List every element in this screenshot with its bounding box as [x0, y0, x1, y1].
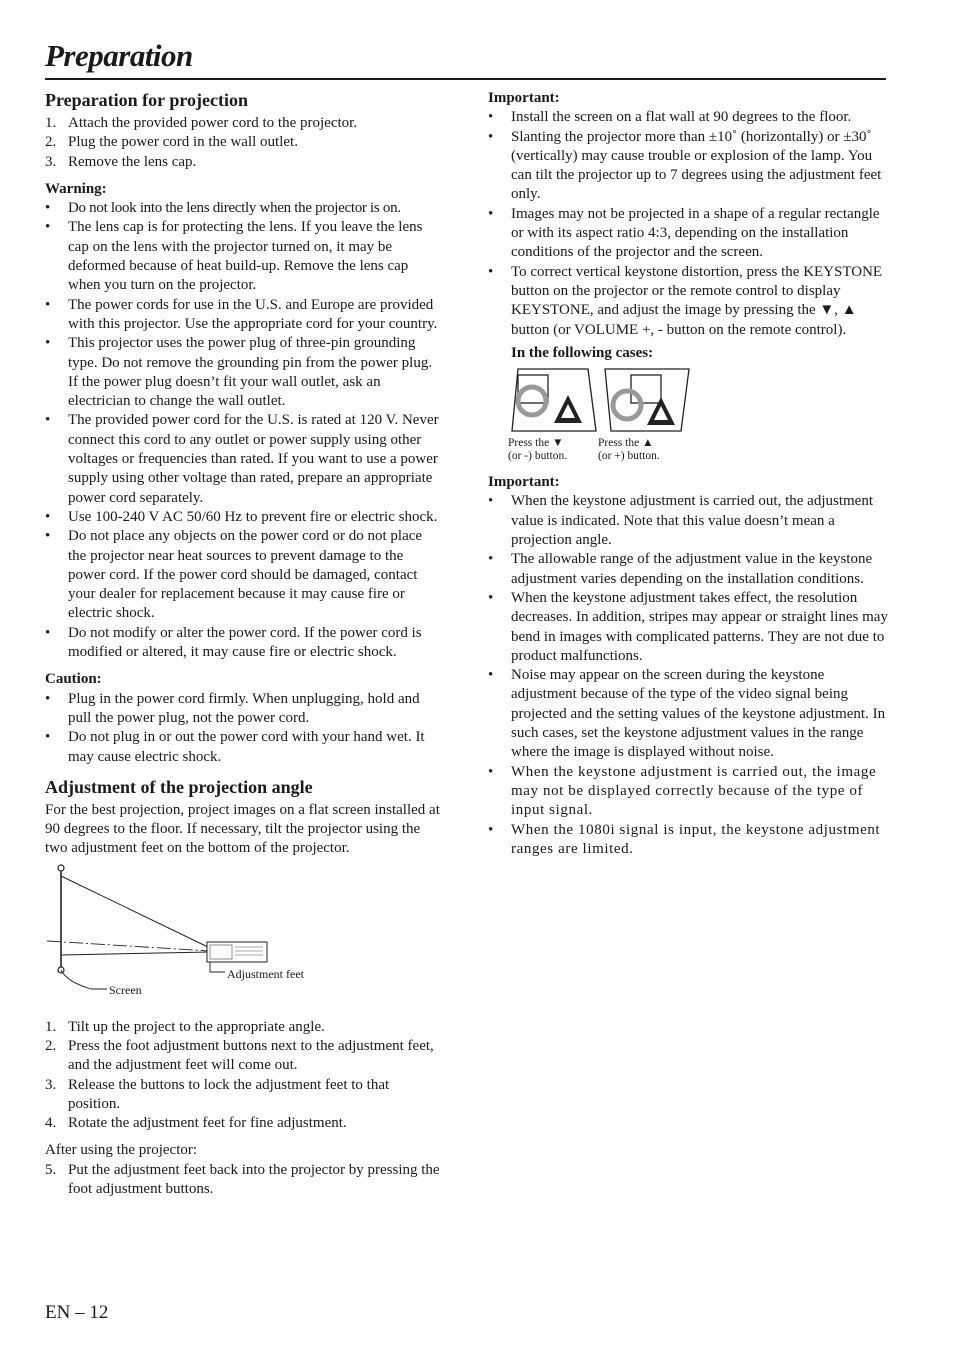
- important-label-2: Important:: [488, 474, 560, 491]
- list-item: • When the keystone adjustment is carried out, the image may not be displayed correctly because of the type of input signal.: [488, 763, 877, 819]
- angle-heading: Adjustment of the projection angle: [45, 776, 313, 797]
- after-steps: [45, 1161, 443, 1200]
- caution-list: [45, 690, 443, 767]
- important-list-2: [488, 492, 890, 859]
- list-item: • When the keystone adjustment is carried out, the adjustment value is indicated. Note that this value doesn’t mean a projection angle.: [488, 493, 873, 549]
- list-item: • The power cords for use in the U.S. and Europe are provided with this projector. Use the appropriate cord for your country.: [45, 296, 438, 332]
- screen-label: Screen: [109, 982, 142, 997]
- keystone-figures: [510, 367, 890, 473]
- list-item: • The allowable range of the adjustment value in the keystone adjustment varies depending on the installation conditions.: [488, 551, 873, 587]
- projection-angle-figure: [45, 862, 443, 1018]
- adjustment-feet-label: Adjustment feet: [227, 966, 304, 981]
- list-item: • When the 1080i signal is input, the keystone adjustment ranges are limited.: [488, 821, 881, 857]
- list-item: • Install the screen on a flat wall at 90 degrees to the floor.: [488, 109, 852, 126]
- list-item: • To correct vertical keystone distortion, press the KEYSTONE button on the projector or the remote control to display KEYSTONE, and adjust the image by pressing the ▼, ▲ button (or VOLUME +, - button on the remote control).: [488, 263, 883, 338]
- important-label: Important:: [488, 90, 560, 106]
- warning-label: Warning:: [45, 180, 107, 197]
- list-item: • This projector uses the power plug of three-pin grounding type. Do not remove the grounding pin from the power plug. If the power plug doesn’t fit your wall outlet, ask an electrician to change the wall outlet.: [45, 335, 433, 410]
- list-item: • The provided power cord for the U.S. is rated at 120 V. Never connect this cord to any outlet or power supply using other voltages or frequencies than rated. If you want to use a power supply using other voltage than rated, prepare an appropriate power cord separately.: [45, 412, 439, 506]
- list-item: • Do not modify or alter the power cord. If the power cord is modified or altered, it may cause fire or electric shock.: [45, 624, 422, 661]
- list-item: • The lens cap is for protecting the lens. If you leave the lens cap on the lens with the projector turned on, it may be deformed because of heat build-up. Remove the lens cap when you turn on the projector.: [45, 219, 423, 294]
- angle-steps: [45, 1018, 443, 1134]
- list-item: 3. Release the buttons to lock the adjustment feet to that position.: [45, 1076, 390, 1112]
- list-item: • Plug in the power cord firmly. When unplugging, hold and pull the power plug, not the power cord.: [45, 690, 420, 726]
- list-item: 1. Attach the provided power cord to the projector.: [45, 115, 358, 131]
- page-number: EN – 12: [45, 1302, 109, 1323]
- list-item: • Do not place any objects on the power cord or do not place the projector near heat sources to prevent damage to the power cord. If the power cord should be damaged, contact your dealer for replacement because it may cause fire or electric shock.: [45, 528, 423, 622]
- title-rule: [45, 78, 886, 80]
- keystone-case-1-diagram: [510, 367, 598, 433]
- important-list: [488, 108, 890, 340]
- list-item: • Do not look into the lens directly when the projector is on.: [45, 200, 401, 217]
- list-item: • Use 100-240 V AC 50/60 Hz to prevent fire or electric shock.: [45, 508, 438, 525]
- prep-steps: [45, 114, 443, 172]
- list-item: 2. Plug the power cord in the wall outlet.: [45, 134, 298, 151]
- keystone-case-2-diagram: [603, 367, 691, 433]
- caution-label: Caution:: [45, 671, 102, 688]
- following-cases-label: In the following cases:: [511, 344, 654, 361]
- list-item: • When the keystone adjustment takes effect, the resolution decreases. In addition, stripes may appear or straight lines may bend in images with complicated patterns. They are not due to product malfunctions.: [488, 589, 888, 664]
- list-item: • Do not plug in or out the power cord with your hand wet. It may cause electric shock.: [45, 729, 425, 765]
- left-column: [45, 89, 443, 1199]
- keystone-case-1-caption: Press the ▼ (or -) button.: [508, 437, 568, 463]
- prep-heading: Preparation for projection: [45, 90, 248, 110]
- list-item: 1. Tilt up the project to the appropriate angle.: [45, 1018, 325, 1035]
- list-item: 3. Remove the lens cap.: [45, 153, 197, 170]
- list-item: • Noise may appear on the screen during the keystone adjustment because of the type of the video signal being projected and the setting values of the keystone adjustment. In such cases, set the keystone adjustment values in the range where the image is displayed without noise.: [488, 667, 886, 761]
- list-item: 4. Rotate the adjustment feet for fine adjustment.: [45, 1115, 347, 1132]
- page-title: Preparation: [45, 38, 193, 73]
- angle-intro: For the best projection, project images on a flat screen installed at 90 degrees to the floor. If necessary, tilt the projector using the two adjustment feet on the bottom of the projector.: [45, 801, 440, 857]
- keystone-case-2-caption: Press the ▲ (or +) button.: [598, 437, 660, 463]
- warning-list: [45, 199, 443, 662]
- list-item: • Images may not be projected in a shape of a regular rectangle or with its aspect ratio 4:3, depending on the installation conditions of the projector and the screen.: [488, 205, 880, 261]
- list-item: • Slanting the projector more than ±10˚ (horizontally) or ±30˚ (vertically) may cause trouble or explosion of the lamp. You can tilt the projector up to 7 degrees using the adjustment feet only.: [488, 128, 882, 203]
- list-item: 5. Put the adjustment feet back into the projector by pressing the foot adjustment buttons.: [45, 1161, 440, 1198]
- right-column: [488, 89, 890, 859]
- projection-angle-diagram: [45, 862, 335, 1012]
- after-label: After using the projector:: [45, 1142, 198, 1159]
- list-item: 2. Press the foot adjustment buttons next to the adjustment feet, and the adjustment feet will come out.: [45, 1037, 434, 1074]
